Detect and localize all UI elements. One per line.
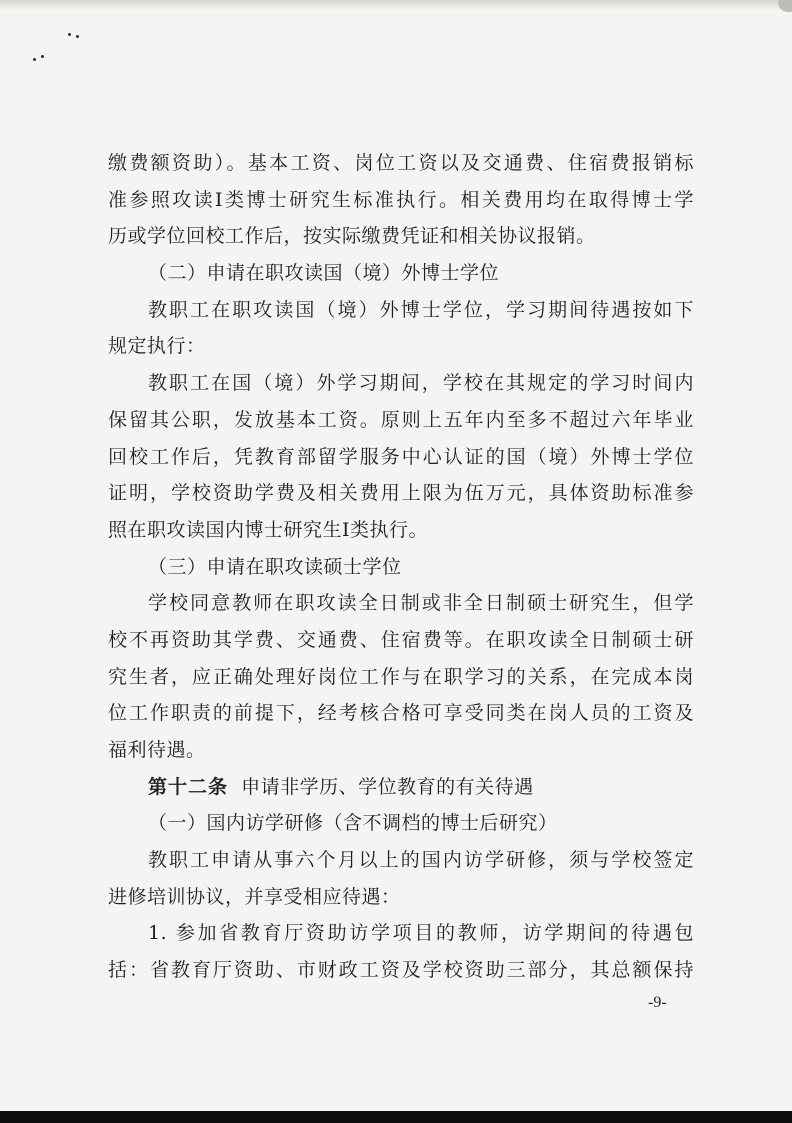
section-heading: （一）国内访学研修（含不调档的博士后研究） — [148, 812, 558, 835]
text-line: 校不再资助其学费、交通费、住宿费等。在职攻读全日制硕士研 — [108, 628, 694, 651]
text-line: 准参照攻读Ⅰ类博士研究生标准执行。相关费用均在取得博士学 — [108, 188, 694, 211]
text-line: 教职工申请从事六个月以上的国内访学研修，须与学校签定 — [148, 849, 694, 872]
scan-speck — [33, 58, 36, 61]
scan-bottom-edge — [0, 1111, 792, 1123]
text-line: 教职工在国（境）外学习期间，学校在其规定的学习时间内 — [148, 372, 694, 395]
text-line: 进修培训协议，并享受相应待遇： — [108, 885, 401, 908]
text-line: 缴费额资助）。基本工资、岗位工资以及交通费、住宿费报销标 — [108, 152, 694, 174]
text-line: 括：省教育厅资助、市财政工资及学校资助三部分，其总额保持 — [108, 959, 694, 982]
text-line: 福利待遇。 — [108, 739, 206, 761]
text-line: 规定执行： — [108, 335, 206, 358]
article-heading — [108, 769, 694, 806]
scan-top-edge — [0, 0, 792, 10]
text-line: 教职工在职攻读国（境）外博士学位，学习期间待遇按如下 — [148, 298, 694, 321]
text-line: 学校同意教师在职攻读全日制或非全日制硕士研究生，但学 — [148, 592, 694, 615]
text-line: 究生者，应正确处理好岗位工作与在职学习的关系，在完成本岗 — [108, 665, 694, 688]
text-line: 照在职攻读国内博士研究生Ⅰ类执行。 — [108, 518, 429, 541]
text-line: 1. 参加省教育厅资助访学项目的教师，访学期间的待遇包 — [148, 922, 694, 945]
body-text — [108, 145, 694, 989]
page-number: -9- — [648, 994, 667, 1011]
text-line: 证明，学校资助学费及相关费用上限为伍万元，具体资助标准参 — [108, 482, 694, 505]
scan-speck — [76, 35, 79, 38]
scan-speck — [68, 33, 71, 36]
text-line: 历或学位回校工作后，按实际缴费凭证和相关协议报销。 — [108, 225, 596, 248]
article-title: 申请非学历、学位教育的有关待遇 — [241, 775, 534, 798]
text-line: 位工作职责的前提下，经考核合格可享受同类在岗人员的工资及 — [108, 702, 694, 725]
text-line: 回校工作后，凭教育部留学服务中心认证的国（境）外博士学位 — [108, 445, 694, 468]
text-line: 保留其公职，发放基本工资。原则上五年内至多不超过六年毕业 — [108, 408, 694, 431]
scan-corner-mark — [778, 0, 792, 12]
section-heading: （二）申请在职攻读国（境）外博士学位 — [148, 262, 500, 285]
scan-speck — [41, 55, 44, 58]
section-heading: （三）申请在职攻读硕士学位 — [148, 555, 402, 578]
article-label: 第十二条 — [148, 775, 229, 798]
